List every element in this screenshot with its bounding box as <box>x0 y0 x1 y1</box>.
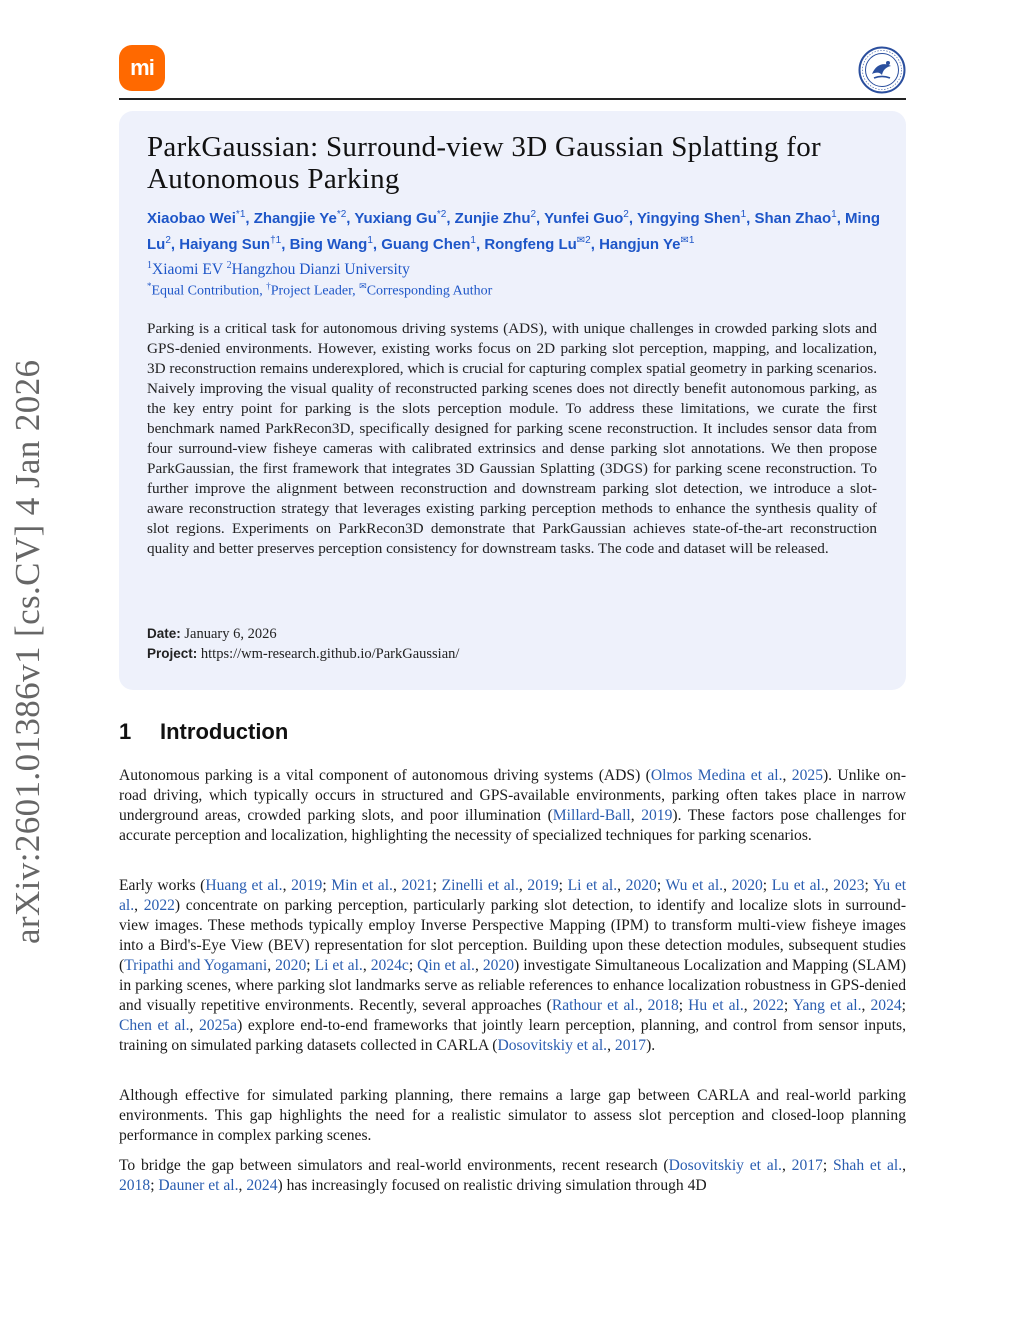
project-url-link[interactable]: https://wm-research.github.io/ParkGaussian/ <box>200 646 460 662</box>
date-value: January 6, 2026 <box>184 626 277 642</box>
paragraph-text: , <box>743 997 753 1014</box>
citation-link[interactable]: Rathour et al. <box>551 997 639 1014</box>
citation-link[interactable]: 2019 <box>291 877 323 894</box>
university-seal-icon <box>858 46 906 94</box>
paragraph-text: , <box>630 807 642 824</box>
paragraph-text: Although effective for simulated parking planning, there remains a large gap between CARLA and real-world parking environments. This gap highlights the need for a realistic simulator to assess slot perception and closed-loop planning performance in complex parking scenes. <box>119 1087 906 1144</box>
abstract-text: Parking is a critical task for autonomous driving systems (ADS), with unique challenges in crowded parking slots and GPS-denied environments. However, existing works focus on 2D parking slot perception, mapping, and localization, 3D reconstruction remains underexplored, which is crucial for capturing complex spatial geometry in parking scenarios. Naively improving the visual quality of reconstructed parking scenes does not directly benefit autonomous parking, as the key entry point for parking is the slots perception module. To address these limitations, we curate the first benchmark named ParkRecon3D, specifically designed for parking scene reconstruction. It includes sensor data from four surround-view fisheye cameras with calibrated extrinsics and dense parking slot annotations. We then propose ParkGaussian, the first framework that integrates 3D Gaussian Splatting (3DGS) for parking scene reconstruction. To further improve the alignment between reconstruction and downstream parking slot detection, we introduce a slot-aware reconstruction strategy that leverages existing parking perception methods to enhance the synthesis quality of slot regions. Experiments on ParkRecon3D demonstrate that ParkGaussian achieves state-of-the-art reconstruction quality and better preserves perception consistency for downstream tasks. The code and dataset will be released. <box>147 320 877 557</box>
author-name[interactable]: Zunjie Zhu <box>454 210 531 227</box>
note-project-leader: Project Leader, <box>270 283 356 299</box>
author-name[interactable]: Zhangjie Ye <box>253 210 337 227</box>
paragraph-text: , <box>782 767 792 784</box>
author-affiliation-mark: ✉2 <box>576 235 591 246</box>
author-name[interactable]: Ming Lu <box>147 210 881 253</box>
author-affiliation-mark: 1 <box>470 235 476 246</box>
paragraph-text: ; <box>864 877 873 894</box>
author-affiliation-mark: 1 <box>740 209 747 220</box>
section-heading <box>119 719 288 745</box>
author-affiliation-mark: *2 <box>436 209 447 220</box>
author-name[interactable]: Yingying Shen <box>636 210 741 227</box>
paragraph-text: ; <box>678 997 689 1014</box>
citation-link[interactable]: 2024 <box>870 997 902 1014</box>
author-notes <box>147 277 887 301</box>
paragraph-text: , <box>392 877 402 894</box>
citation-link[interactable]: Yang et al. <box>792 997 862 1014</box>
paragraph-text: , <box>617 877 626 894</box>
citation-link[interactable]: Zinelli et al. <box>441 877 519 894</box>
paragraph-text: ; <box>432 877 442 894</box>
paragraph-text: Autonomous parking is a vital component of autonomous driving systems (ADS) ( <box>119 767 651 784</box>
paragraph-text: , <box>723 877 732 894</box>
paragraph-text: ; <box>306 957 315 974</box>
citation-link[interactable]: Shah et al. <box>832 1157 903 1174</box>
arxiv-identifier: arXiv:2601.01386v1 [cs.CV] 4 Jan 2026 <box>8 359 47 944</box>
body-paragraph <box>119 766 906 846</box>
affiliation-mark: 1 <box>147 260 152 271</box>
citation-link[interactable]: 2017 <box>791 1157 823 1174</box>
citation-link[interactable]: 2020 <box>482 957 515 974</box>
citation-link[interactable]: Li et al. <box>567 877 618 894</box>
citation-link[interactable]: Wu et al. <box>665 877 724 894</box>
citation-link[interactable]: 2018 <box>119 1177 151 1194</box>
paragraph-text: Early works ( <box>119 877 206 894</box>
citation-link[interactable]: Hu et al. <box>688 997 744 1014</box>
paragraph-text: , <box>134 897 144 914</box>
citation-link[interactable]: 2025a <box>198 1017 238 1034</box>
header-rule <box>119 98 906 100</box>
author-name[interactable]: Haiyang Sun <box>179 236 271 253</box>
body-paragraph <box>119 1156 906 1196</box>
xiaomi-logo: mi <box>119 45 165 91</box>
citation-link[interactable]: Li et al. <box>314 957 363 974</box>
citation-link[interactable]: 2023 <box>833 877 865 894</box>
citation-link[interactable]: Dauner et al. <box>158 1177 239 1194</box>
paragraph-text: ) has increasingly focused on realistic driving simulation through 4D <box>277 1177 707 1194</box>
paragraph-text: ). Unlike on-road driving, which typically occurs in structured and GPS-available environments, parking often takes place in narrow underground areas, crowded parking slots, and poor illumination ( <box>119 767 907 824</box>
affiliation-1: Xiaomi EV <box>152 261 223 279</box>
paragraph-text: , <box>824 877 834 894</box>
citation-link[interactable]: Qin et al. <box>417 957 475 974</box>
citation-link[interactable]: Lu et al. <box>771 877 825 894</box>
author-name[interactable]: Shan Zhao <box>754 210 832 227</box>
author-affiliation-mark: 2 <box>165 235 171 246</box>
author-affiliation-mark: *1 <box>235 209 246 220</box>
author-name[interactable]: Yunfei Guo <box>544 210 624 227</box>
date-label: Date: <box>147 626 181 641</box>
paragraph-text: , <box>781 1157 792 1174</box>
paragraph-text: , <box>189 1017 199 1034</box>
citation-link[interactable]: Dosovitskiy et al. <box>497 1037 608 1054</box>
author-affiliation-mark: *2 <box>336 209 347 220</box>
author-affiliation-mark: †1 <box>270 235 282 246</box>
paragraph-text: , <box>607 1037 615 1054</box>
paragraph-text: , <box>474 957 483 974</box>
paragraph-text: ; <box>408 957 418 974</box>
paragraph-text: ; <box>762 877 772 894</box>
citation-link[interactable]: Millard-Ball <box>552 807 631 824</box>
citation-link[interactable]: Dosovitskiy et al. <box>668 1157 782 1174</box>
citation-link[interactable]: Yu et al. <box>119 877 907 914</box>
paragraph-text: , <box>902 1157 907 1174</box>
paragraph-text: , <box>238 1177 247 1194</box>
paragraph-text: ; <box>783 997 793 1014</box>
citation-link[interactable]: Tripathi and Yogamani <box>124 957 268 974</box>
paragraph-text: ; <box>558 877 568 894</box>
author-list: Xiaobao Wei$^{*1}$, Zhangjie Ye$^{*2}$, Yuxiang Gu$^{*2}$, Zunjie Zhu$^2$, Yunfei Guo$^2$, Yingying Shen$^1$, Shan Zhao$^1$, Ming Lu$^2$, Haiyang Sun$^{\dagger 1}$, Bing Wang$^1$, Guang Chen$^1$, Rongfeng $Lu^{✉2}$, Hangjun $Ye^{✉1}$ <box>147 209 881 253</box>
paragraph-text: ) investigate Simultaneous Localization and Mapping (SLAM) in parking scenes, where parking slot landmarks serve as reliable references to enhance localization robustness in GPS-denied and visually repetitive environments. Recently, several approaches ( <box>119 957 907 1014</box>
citation-link[interactable]: 2022 <box>752 997 784 1014</box>
citation-link[interactable]: 2019 <box>527 877 559 894</box>
affiliation-mark: 2 <box>226 260 232 271</box>
paper-title: ParkGaussian: Surround-view 3D Gaussian Splatting for Autonomous Parking <box>147 131 821 195</box>
paragraph-text: ) concentrate on parking perception, particularly parking slot detection, to identify and localize slots in surround-view images. These methods typically employ Inverse Perspective Mapping (IPM) to transform multi-view fisheye images into a Bird's-Eye View (BEV) representation for slot perception. Building upon these detection modules, subsequent studies ( <box>119 897 907 974</box>
citation-link[interactable]: 2020 <box>731 877 763 894</box>
paragraph-text: , <box>282 877 292 894</box>
citation-link[interactable]: 2025 <box>791 767 823 784</box>
citation-link[interactable]: 2021 <box>401 877 433 894</box>
citation-link[interactable]: 2017 <box>614 1037 647 1054</box>
paragraph-text: To bridge the gap between simulators and real-world environments, recent research ( <box>119 1157 669 1174</box>
note-mark: * <box>147 281 152 291</box>
date-line <box>147 624 887 644</box>
paragraph-text: , <box>362 957 371 974</box>
section-number: 1 <box>119 719 132 744</box>
project-line <box>147 644 887 664</box>
citation-link[interactable]: 2022 <box>143 897 175 914</box>
author-affiliation-mark: 1 <box>831 209 837 220</box>
citation-link[interactable]: 2020 <box>275 957 307 974</box>
citation-link[interactable]: Huang et al. <box>205 877 283 894</box>
section-title: Introduction <box>160 719 289 744</box>
citation-link[interactable]: 2020 <box>625 877 657 894</box>
paragraph-text: , <box>267 957 276 974</box>
body-paragraph <box>119 1086 906 1146</box>
author-name[interactable]: Bing Wang <box>289 236 368 253</box>
note-corresponding-author: Corresponding Author <box>366 283 493 299</box>
paragraph-text: , <box>518 877 528 894</box>
author-name[interactable]: Guang Chen <box>381 236 471 253</box>
note-equal-contribution: Equal Contribution, <box>151 283 263 299</box>
citation-link[interactable]: 2024 <box>246 1177 278 1194</box>
citation-link[interactable]: 2019 <box>641 807 673 824</box>
author-affiliation-mark: ✉1 <box>680 235 695 246</box>
author-affiliation-mark: 2 <box>530 209 537 220</box>
body-paragraph <box>119 876 906 1056</box>
project-label: Project: <box>147 646 198 661</box>
paragraph-text: ; <box>322 877 332 894</box>
affiliation-2: Hangzhou Dianzi University <box>231 261 410 279</box>
author-name[interactable]: Xiaobao Wei <box>147 210 236 227</box>
citation-link[interactable]: Min et al. <box>331 877 393 894</box>
paragraph-text: , <box>638 997 648 1014</box>
author-name[interactable]: Rongfeng Lu <box>484 236 577 253</box>
paragraph-text: ; <box>150 1177 159 1194</box>
paragraph-text: , <box>861 997 871 1014</box>
note-mark: † <box>266 281 271 291</box>
citation-link[interactable]: Olmos Medina et al. <box>650 767 783 784</box>
citation-link[interactable]: 2024c <box>370 957 409 974</box>
paragraph-text: ; <box>822 1157 833 1174</box>
author-affiliation-mark: 1 <box>367 235 373 246</box>
paragraph-text: ) explore end-to-end frameworks that jointly learn perception, planning, and control from sensor inputs, training on simulated parking datasets collected in CARLA ( <box>119 1017 906 1054</box>
citation-link[interactable]: 2018 <box>647 997 679 1014</box>
paragraph-text: ). These factors pose challenges for accurate perception and localization, highlighting the necessity of specialized techniques for parking scenarios. <box>119 807 906 844</box>
author-name[interactable]: Yuxiang Gu <box>354 210 437 227</box>
author-affiliation-mark: 2 <box>623 209 629 220</box>
paragraph-text: ). <box>646 1037 656 1054</box>
note-mark: ✉ <box>359 281 367 291</box>
paragraph-text: ; <box>901 997 907 1014</box>
author-name[interactable]: Hangjun Ye <box>599 236 681 253</box>
paragraph-text: ; <box>656 877 666 894</box>
citation-link[interactable]: Chen et al. <box>119 1017 190 1034</box>
